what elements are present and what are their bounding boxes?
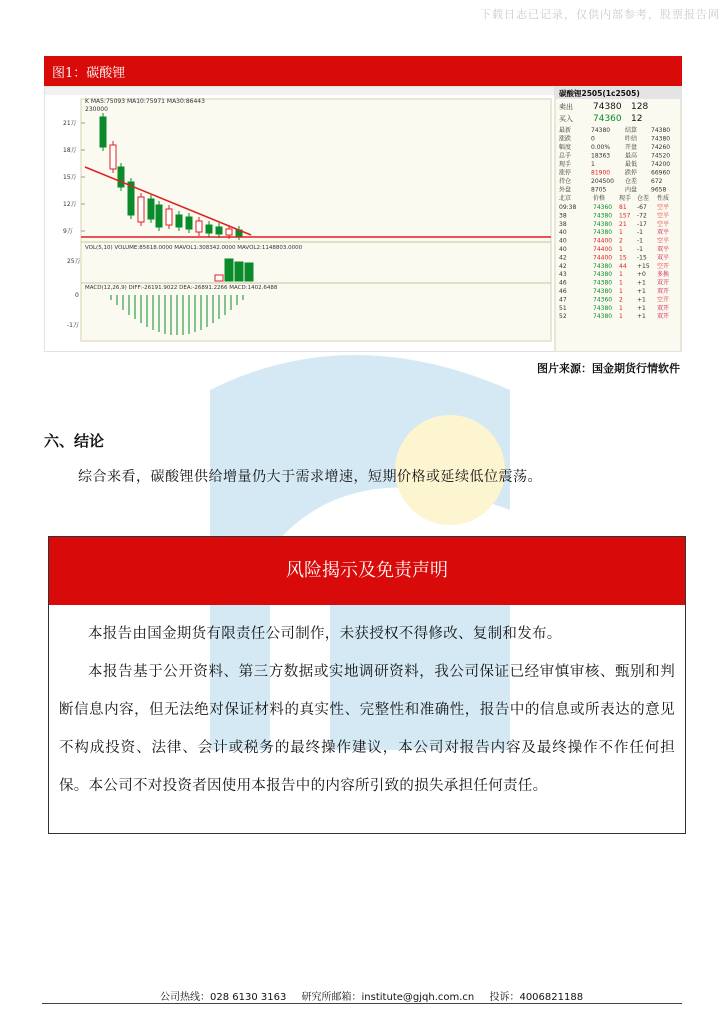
quote-row-label: 开盘 xyxy=(625,144,638,151)
quote-row-value: 0 xyxy=(591,135,595,143)
volume-bar xyxy=(235,262,243,281)
tick-cell: +1 xyxy=(637,279,646,287)
tick-cell: 46 xyxy=(559,288,567,295)
risk-body xyxy=(49,605,685,805)
tick-cell: -72 xyxy=(637,212,647,220)
quote-row-label: 总手 xyxy=(559,152,572,160)
figure-title-bar xyxy=(44,56,682,86)
volume-tick: 25万 xyxy=(67,258,81,265)
quote-row-value: 1 xyxy=(591,161,595,168)
quote-row-value: 9658 xyxy=(651,186,667,194)
candle xyxy=(206,225,212,233)
price-tick: 12万 xyxy=(63,201,77,208)
tick-cell: 74380 xyxy=(593,262,613,270)
risk-title: 风险揭示及免责声明 xyxy=(49,537,685,605)
tick-cell: 1 xyxy=(619,279,623,287)
sell-label: 卖出 xyxy=(559,103,573,111)
candle xyxy=(118,167,124,187)
quote-row-label: 现手 xyxy=(559,161,572,168)
tick-cell: 2 xyxy=(619,237,623,245)
tick-cell: 38 xyxy=(559,212,567,220)
tick-cell: 15 xyxy=(619,254,627,262)
tick-cell: 1 xyxy=(619,304,623,312)
tick-cell: 74380 xyxy=(593,304,613,312)
tick-header: 北京 xyxy=(559,195,572,202)
tick-cell: 1 xyxy=(619,288,623,295)
footer-hotline: 公司热线：028 6130 3163 xyxy=(160,992,287,1003)
quote-row-value: 0.00% xyxy=(591,144,611,151)
section-title: 六、结论 xyxy=(44,432,105,450)
figure-title: 图1：碳酸锂 xyxy=(52,66,126,81)
macd-tick-neg: -1万 xyxy=(67,322,79,329)
contract-title: 碳酸锂2505(1c2505) xyxy=(559,89,640,98)
tick-cell: 81 xyxy=(619,204,627,211)
quote-row-label: 昨结 xyxy=(625,135,638,143)
tick-cell: 21 xyxy=(619,220,627,228)
tick-cell: 空平 xyxy=(657,220,670,228)
tick-cell: -1 xyxy=(637,237,643,245)
tick-cell: -1 xyxy=(637,229,643,237)
tick-header: 价格 xyxy=(593,195,606,202)
quote-row-label: 持仓 xyxy=(559,178,572,185)
tick-cell: 双开 xyxy=(657,304,670,312)
tick-cell: 空平 xyxy=(657,204,670,211)
tick-cell: 43 xyxy=(559,271,567,279)
tick-cell: +1 xyxy=(637,313,646,321)
tick-cell: 空平 xyxy=(657,237,670,245)
tick-cell: 多换 xyxy=(657,271,670,279)
tick-cell: -15 xyxy=(637,254,647,262)
tick-cell: 157 xyxy=(619,212,631,220)
tick-cell: 74400 xyxy=(593,237,613,245)
tick-cell: -67 xyxy=(637,204,647,211)
candle xyxy=(186,217,192,229)
tick-cell: 74360 xyxy=(593,204,613,211)
price-tick: 21万 xyxy=(63,120,77,127)
candle xyxy=(196,221,202,232)
quote-row-label: 仓差 xyxy=(625,178,638,185)
tick-cell: +1 xyxy=(637,304,646,312)
tick-cell: 74380 xyxy=(593,220,613,228)
tick-cell: 74360 xyxy=(593,296,613,304)
volume-bar xyxy=(245,263,253,281)
tick-cell: 74380 xyxy=(593,271,613,279)
candle xyxy=(100,117,106,147)
quote-row-label: 最高 xyxy=(625,152,638,160)
tick-cell: 空开 xyxy=(657,296,670,304)
quote-row-label: 外盘 xyxy=(559,186,572,194)
top-value-label: 230000 xyxy=(85,106,108,113)
tick-cell: +15 xyxy=(637,262,650,270)
tick-cell: 1 xyxy=(619,271,623,279)
tick-cell: 74380 xyxy=(593,279,613,287)
indicator-label: K MA5:75093 MA10:75971 MA30:86443 xyxy=(85,98,205,105)
sell-qty: 128 xyxy=(631,102,649,112)
buy-label: 买入 xyxy=(559,115,573,123)
tick-cell: +1 xyxy=(637,288,646,295)
quote-row-value: 74200 xyxy=(651,161,671,168)
volume-bar xyxy=(215,275,223,281)
tick-cell: 双开 xyxy=(657,279,670,287)
section-body: 综合来看，碳酸锂供给增量仍大于需求增速，短期价格或延续低位震荡。 xyxy=(78,469,542,485)
price-tick: 9万 xyxy=(63,228,73,235)
buy-price: 74360 xyxy=(593,114,622,124)
candlestick-chart xyxy=(44,86,682,352)
quote-row-value: 74260 xyxy=(651,144,671,151)
quote-row-label: 幅度 xyxy=(559,144,572,151)
tick-cell: 40 xyxy=(559,229,567,237)
quote-row-label: 最新 xyxy=(559,127,572,134)
candle xyxy=(176,215,182,227)
tick-cell: 74380 xyxy=(593,212,613,220)
candle xyxy=(156,205,162,227)
tick-cell: 双平 xyxy=(657,229,670,237)
volume-label: VOL(5,10) VOLUME:85618.0000 MAVOL1:308342.0000 MAVOL2:1148803.0000 xyxy=(85,245,303,251)
tick-cell: -1 xyxy=(637,246,643,253)
tick-cell: 1 xyxy=(619,313,623,321)
footer xyxy=(160,988,595,1003)
volume-bar xyxy=(225,259,233,281)
tick-cell: 52 xyxy=(559,313,567,321)
risk-paragraph-1: 本报告由国金期货有限责任公司制作，未获授权不得修改、复制和发布。 xyxy=(88,626,562,642)
tick-cell: 双开 xyxy=(657,288,670,295)
tick-cell: 双平 xyxy=(657,246,670,253)
price-tick: 18万 xyxy=(63,147,77,154)
quote-row-label: 涨停 xyxy=(559,169,572,177)
candle xyxy=(148,199,154,219)
tick-cell: 40 xyxy=(559,246,567,253)
macd-tick-zero: 0 xyxy=(75,292,79,299)
candle xyxy=(110,145,116,169)
tick-cell: 1 xyxy=(619,229,623,237)
download-watermark: 下载日志已记录，仅供内部参考，股票报告网 xyxy=(480,8,720,21)
candle xyxy=(138,197,144,222)
quote-row-value: 8705 xyxy=(591,186,607,194)
quote-row-label: 最低 xyxy=(625,161,638,168)
buy-qty: 12 xyxy=(631,114,643,124)
tick-cell: 双开 xyxy=(657,313,670,321)
quote-row-value: 74380 xyxy=(591,127,611,134)
tick-cell: 74380 xyxy=(593,229,613,237)
quote-row-label: 跌停 xyxy=(625,169,638,177)
figure-source: 图片来源：国金期货行情软件 xyxy=(537,362,680,375)
tick-cell: 42 xyxy=(559,254,567,262)
tick-cell: 空开 xyxy=(657,262,670,270)
tick-cell: 74380 xyxy=(593,313,613,321)
tick-cell: 44 xyxy=(619,262,627,270)
tick-cell: 09:38 xyxy=(559,204,577,211)
footer-complaint: 投诉：4006821188 xyxy=(489,992,584,1003)
tick-cell: +1 xyxy=(637,296,646,304)
tick-header: 仓差 xyxy=(637,195,650,202)
quote-row-value: 204500 xyxy=(591,178,614,185)
quote-row-value: 66960 xyxy=(651,169,671,177)
candle xyxy=(216,227,222,234)
tick-cell: 双平 xyxy=(657,254,670,262)
tick-cell: 51 xyxy=(559,304,567,312)
price-tick: 15万 xyxy=(63,174,77,181)
quote-row-value: 74380 xyxy=(651,135,671,143)
quote-row-value: 74380 xyxy=(651,127,671,134)
tick-cell: 42 xyxy=(559,262,567,270)
tick-cell: 74380 xyxy=(593,288,613,295)
quote-row-value: 74520 xyxy=(651,152,671,160)
macd-label: MACD(12,26,9) DIFF:-26191.9022 DEA:-26891.2266 MACD:1402.6488 xyxy=(85,285,278,291)
candle xyxy=(166,209,172,225)
quote-row-label: 内盘 xyxy=(625,186,638,194)
tick-cell: 46 xyxy=(559,279,567,287)
tick-cell: 2 xyxy=(619,296,623,304)
tick-header: 现手 xyxy=(619,195,632,202)
tick-cell: 40 xyxy=(559,237,567,245)
tick-cell: 74400 xyxy=(593,254,613,262)
quote-row-label: 结算 xyxy=(625,127,638,134)
sell-price: 74380 xyxy=(593,102,622,112)
risk-paragraph-2: 本报告基于公开资料、第三方数据或实地调研资料，我公司保证已经审慎审核、甄别和判断信息内容，但无法绝对保证材料的真实性、完整性和准确性，报告中的信息或所表达的意见不构成投资、法律、会计或税务的最终操作建议，本公司对报告内容及最终操作不作任何担保。本公司不对投资者因使用本报告中的内容所引致的损失承担任何责任。 xyxy=(59,664,675,794)
quote-row-value: 81900 xyxy=(591,169,611,177)
chart-canvas xyxy=(45,87,682,352)
tick-cell: +0 xyxy=(637,271,646,279)
tick-cell: 74400 xyxy=(593,246,613,253)
tick-cell: 空平 xyxy=(657,212,670,220)
quote-row-value: 672 xyxy=(651,178,663,185)
quote-row-label: 涨跌 xyxy=(559,135,572,143)
footer-email: 研究所邮箱：institute@gjqh.com.cn xyxy=(301,992,475,1003)
candle xyxy=(226,229,232,235)
footer-divider xyxy=(42,1003,682,1004)
tick-cell: 1 xyxy=(619,246,623,253)
tick-header: 性质 xyxy=(657,195,670,202)
quote-row-value: 18363 xyxy=(591,152,611,160)
tick-cell: 38 xyxy=(559,220,567,228)
risk-disclaimer-box xyxy=(48,536,686,834)
tick-cell: -17 xyxy=(637,220,647,228)
tick-cell: 47 xyxy=(559,296,567,304)
